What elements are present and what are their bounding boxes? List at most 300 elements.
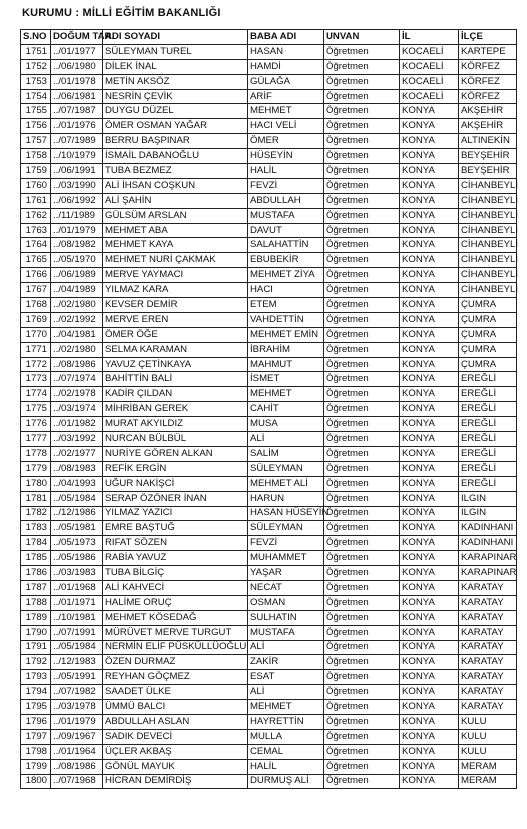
- cell-full-name: GÖNÜL MAYUK: [103, 759, 248, 774]
- cell-title: Öğretmen: [324, 446, 400, 461]
- cell-father-name: İBRAHİM: [248, 342, 324, 357]
- cell-province: KONYA: [400, 387, 459, 402]
- cell-full-name: ÖMER ÖĞE: [103, 327, 248, 342]
- cell-full-name: ALİ İHSAN COŞKUN: [103, 178, 248, 193]
- cell-birth-date: ../06/1981: [51, 89, 103, 104]
- cell-full-name: HALİME ORUÇ: [103, 595, 248, 610]
- cell-full-name: NURCAN BÜLBÜL: [103, 432, 248, 447]
- personnel-table: [20, 29, 517, 789]
- cell-birth-date: ../08/1982: [51, 238, 103, 253]
- cell-province: KONYA: [400, 283, 459, 298]
- cell-father-name: HARUN: [248, 491, 324, 506]
- cell-sno: 1777: [21, 432, 51, 447]
- cell-district: CİHANBEYLİ: [459, 268, 517, 283]
- table-row: [21, 446, 517, 461]
- cell-province: KONYA: [400, 223, 459, 238]
- cell-district: KARATAY: [459, 655, 517, 670]
- cell-district: ÇUMRA: [459, 342, 517, 357]
- cell-birth-date: ../08/1986: [51, 759, 103, 774]
- table-row: [21, 208, 517, 223]
- cell-sno: 1780: [21, 476, 51, 491]
- cell-birth-date: ../03/1974: [51, 402, 103, 417]
- table-row: [21, 104, 517, 119]
- cell-birth-date: ../05/1970: [51, 253, 103, 268]
- table-body: [21, 44, 517, 789]
- cell-sno: 1753: [21, 74, 51, 89]
- cell-district: CİHANBEYLİ: [459, 208, 517, 223]
- cell-full-name: SADIK DEVECİ: [103, 729, 248, 744]
- cell-sno: 1760: [21, 178, 51, 193]
- cell-district: KARATAY: [459, 700, 517, 715]
- cell-full-name: REFİK ERGİN: [103, 461, 248, 476]
- table-row: [21, 164, 517, 179]
- cell-father-name: ARİF: [248, 89, 324, 104]
- cell-title: Öğretmen: [324, 372, 400, 387]
- cell-title: Öğretmen: [324, 566, 400, 581]
- cell-district: ÇUMRA: [459, 327, 517, 342]
- table-row: [21, 566, 517, 581]
- cell-father-name: ABDULLAH: [248, 193, 324, 208]
- cell-sno: 1786: [21, 566, 51, 581]
- cell-birth-date: ../06/1980: [51, 59, 103, 74]
- cell-full-name: ALİ ŞAHİN: [103, 193, 248, 208]
- table-row: [21, 268, 517, 283]
- cell-province: KONYA: [400, 357, 459, 372]
- cell-district: KARATAY: [459, 670, 517, 685]
- cell-father-name: ESAT: [248, 670, 324, 685]
- cell-sno: 1793: [21, 670, 51, 685]
- cell-district: KULU: [459, 714, 517, 729]
- cell-full-name: TUBA BEZMEZ: [103, 164, 248, 179]
- cell-sno: 1762: [21, 208, 51, 223]
- cell-sno: 1775: [21, 402, 51, 417]
- cell-district: KARAPINAR: [459, 566, 517, 581]
- cell-father-name: ALİ: [248, 432, 324, 447]
- cell-father-name: HALİL: [248, 759, 324, 774]
- cell-province: KONYA: [400, 610, 459, 625]
- cell-birth-date: ../03/1983: [51, 566, 103, 581]
- cell-district: EREĞLİ: [459, 432, 517, 447]
- cell-district: KÖRFEZ: [459, 59, 517, 74]
- table-row: [21, 357, 517, 372]
- cell-birth-date: ../01/1982: [51, 417, 103, 432]
- cell-province: KONYA: [400, 759, 459, 774]
- cell-father-name: ZAKİR: [248, 655, 324, 670]
- cell-title: Öğretmen: [324, 759, 400, 774]
- cell-father-name: MAHMUT: [248, 357, 324, 372]
- cell-birth-date: ../07/1987: [51, 104, 103, 119]
- cell-district: CİHANBEYLİ: [459, 238, 517, 253]
- cell-province: KOCAELİ: [400, 74, 459, 89]
- cell-district: KARATAY: [459, 580, 517, 595]
- table-row: [21, 521, 517, 536]
- cell-title: Öğretmen: [324, 744, 400, 759]
- cell-sno: 1772: [21, 357, 51, 372]
- cell-sno: 1767: [21, 283, 51, 298]
- cell-district: EREĞLİ: [459, 402, 517, 417]
- cell-province: KONYA: [400, 655, 459, 670]
- cell-father-name: MUSA: [248, 417, 324, 432]
- table-row: [21, 312, 517, 327]
- cell-father-name: HASAN: [248, 44, 324, 59]
- cell-sno: 1797: [21, 729, 51, 744]
- cell-district: EREĞLİ: [459, 372, 517, 387]
- cell-district: KARATAY: [459, 625, 517, 640]
- cell-district: KADINHANI: [459, 536, 517, 551]
- cell-province: KONYA: [400, 268, 459, 283]
- cell-district: MERAM: [459, 774, 517, 789]
- cell-father-name: SALAHATTİN: [248, 238, 324, 253]
- cell-title: Öğretmen: [324, 238, 400, 253]
- cell-sno: 1763: [21, 223, 51, 238]
- table-row: [21, 238, 517, 253]
- cell-father-name: HACI: [248, 283, 324, 298]
- table-row: [21, 74, 517, 89]
- table-row: [21, 178, 517, 193]
- cell-father-name: SALİM: [248, 446, 324, 461]
- cell-province: KONYA: [400, 327, 459, 342]
- table-row: [21, 402, 517, 417]
- table-row: [21, 432, 517, 447]
- column-header-father-name: BABA ADI: [248, 30, 324, 45]
- cell-father-name: FEVZİ: [248, 178, 324, 193]
- cell-birth-date: ../04/1981: [51, 327, 103, 342]
- cell-father-name: GÜLAĞA: [248, 74, 324, 89]
- cell-father-name: VAHDETTİN: [248, 312, 324, 327]
- cell-province: KONYA: [400, 670, 459, 685]
- cell-full-name: MURAT AKYILDIZ: [103, 417, 248, 432]
- cell-birth-date: ../01/1964: [51, 744, 103, 759]
- cell-full-name: MEHMET KAYA: [103, 238, 248, 253]
- cell-full-name: REYHAN GÖÇMEZ: [103, 670, 248, 685]
- cell-title: Öğretmen: [324, 268, 400, 283]
- cell-father-name: DURMUŞ ALİ: [248, 774, 324, 789]
- cell-title: Öğretmen: [324, 253, 400, 268]
- cell-birth-date: ../02/1992: [51, 312, 103, 327]
- table-row: [21, 774, 517, 789]
- cell-full-name: UĞUR NAKİŞCİ: [103, 476, 248, 491]
- cell-sno: 1783: [21, 521, 51, 536]
- cell-title: Öğretmen: [324, 536, 400, 551]
- table-row: [21, 461, 517, 476]
- cell-title: Öğretmen: [324, 714, 400, 729]
- cell-birth-date: ../01/1976: [51, 119, 103, 134]
- cell-sno: 1788: [21, 595, 51, 610]
- table-row: [21, 655, 517, 670]
- cell-birth-date: ../06/1992: [51, 193, 103, 208]
- cell-sno: 1759: [21, 164, 51, 179]
- cell-father-name: HASAN HÜSEYİN: [248, 506, 324, 521]
- cell-province: KONYA: [400, 134, 459, 149]
- cell-full-name: DİLEK İNAL: [103, 59, 248, 74]
- cell-district: ÇUMRA: [459, 357, 517, 372]
- cell-father-name: MEHMET: [248, 387, 324, 402]
- cell-full-name: KADİR ÇILDAN: [103, 387, 248, 402]
- page-title: KURUMU : MİLLİ EĞİTİM BAKANLIĞI: [22, 7, 221, 19]
- cell-full-name: MİHRİBAN GEREK: [103, 402, 248, 417]
- cell-full-name: YILMAZ YAZICI: [103, 506, 248, 521]
- cell-title: Öğretmen: [324, 655, 400, 670]
- cell-sno: 1755: [21, 104, 51, 119]
- cell-province: KOCAELİ: [400, 89, 459, 104]
- table-row: [21, 476, 517, 491]
- cell-province: KONYA: [400, 506, 459, 521]
- table-row: [21, 714, 517, 729]
- cell-province: KONYA: [400, 461, 459, 476]
- cell-district: EREĞLİ: [459, 461, 517, 476]
- cell-sno: 1754: [21, 89, 51, 104]
- cell-father-name: ALİ: [248, 685, 324, 700]
- cell-title: Öğretmen: [324, 104, 400, 119]
- cell-birth-date: ../04/1993: [51, 476, 103, 491]
- cell-father-name: SULHATIN: [248, 610, 324, 625]
- cell-title: Öğretmen: [324, 625, 400, 640]
- cell-title: Öğretmen: [324, 670, 400, 685]
- table-row: [21, 298, 517, 313]
- cell-birth-date: ../05/1981: [51, 521, 103, 536]
- cell-province: KONYA: [400, 774, 459, 789]
- cell-full-name: YILMAZ KARA: [103, 283, 248, 298]
- cell-province: KONYA: [400, 417, 459, 432]
- table-row: [21, 149, 517, 164]
- cell-birth-date: ../02/1977: [51, 446, 103, 461]
- cell-title: Öğretmen: [324, 506, 400, 521]
- cell-sno: 1794: [21, 685, 51, 700]
- cell-birth-date: ../02/1980: [51, 298, 103, 313]
- cell-father-name: MULLA: [248, 729, 324, 744]
- cell-full-name: MERVE YAYMACI: [103, 268, 248, 283]
- cell-province: KONYA: [400, 402, 459, 417]
- cell-title: Öğretmen: [324, 476, 400, 491]
- cell-title: Öğretmen: [324, 134, 400, 149]
- cell-title: Öğretmen: [324, 700, 400, 715]
- table-row: [21, 89, 517, 104]
- cell-full-name: RIFAT SÖZEN: [103, 536, 248, 551]
- cell-title: Öğretmen: [324, 59, 400, 74]
- table-row: [21, 551, 517, 566]
- cell-full-name: MEHMET NURİ ÇAKMAK: [103, 253, 248, 268]
- cell-title: Öğretmen: [324, 521, 400, 536]
- cell-full-name: SÜLEYMAN TUREL: [103, 44, 248, 59]
- cell-full-name: MEHMET KÖSEDAĞ: [103, 610, 248, 625]
- cell-birth-date: ../09/1967: [51, 729, 103, 744]
- cell-father-name: MEHMET ZİYA: [248, 268, 324, 283]
- cell-sno: 1784: [21, 536, 51, 551]
- cell-district: BEYŞEHİR: [459, 149, 517, 164]
- cell-title: Öğretmen: [324, 74, 400, 89]
- cell-father-name: MEHMET: [248, 104, 324, 119]
- cell-province: KONYA: [400, 432, 459, 447]
- cell-sno: 1799: [21, 759, 51, 774]
- cell-father-name: ETEM: [248, 298, 324, 313]
- cell-province: KOCAELİ: [400, 44, 459, 59]
- cell-title: Öğretmen: [324, 223, 400, 238]
- cell-father-name: OSMAN: [248, 595, 324, 610]
- cell-full-name: YAVUZ ÇETİNKAYA: [103, 357, 248, 372]
- cell-title: Öğretmen: [324, 193, 400, 208]
- cell-birth-date: ../05/1973: [51, 536, 103, 551]
- cell-father-name: HÜSEYİN: [248, 149, 324, 164]
- cell-district: CİHANBEYLİ: [459, 253, 517, 268]
- cell-district: KÖRFEZ: [459, 74, 517, 89]
- cell-full-name: MERVE EREN: [103, 312, 248, 327]
- cell-full-name: ÜMMÜ BALCI: [103, 700, 248, 715]
- cell-sno: 1771: [21, 342, 51, 357]
- cell-birth-date: ../07/1974: [51, 372, 103, 387]
- cell-title: Öğretmen: [324, 119, 400, 134]
- cell-province: KONYA: [400, 372, 459, 387]
- cell-district: KARATAY: [459, 595, 517, 610]
- table-row: [21, 119, 517, 134]
- cell-title: Öğretmen: [324, 178, 400, 193]
- cell-province: KONYA: [400, 640, 459, 655]
- cell-sno: 1787: [21, 580, 51, 595]
- cell-province: KONYA: [400, 312, 459, 327]
- cell-father-name: MUSTAFA: [248, 625, 324, 640]
- cell-birth-date: ../01/1978: [51, 74, 103, 89]
- cell-province: KONYA: [400, 744, 459, 759]
- cell-full-name: BAHİTTİN BALİ: [103, 372, 248, 387]
- cell-father-name: YAŞAR: [248, 566, 324, 581]
- cell-province: KONYA: [400, 253, 459, 268]
- cell-province: KONYA: [400, 446, 459, 461]
- cell-title: Öğretmen: [324, 432, 400, 447]
- cell-province: KONYA: [400, 491, 459, 506]
- cell-birth-date: ../05/1984: [51, 491, 103, 506]
- table-row: [21, 134, 517, 149]
- table-row: [21, 625, 517, 640]
- cell-province: KONYA: [400, 714, 459, 729]
- table-row: [21, 610, 517, 625]
- table-row: [21, 506, 517, 521]
- table-row: [21, 342, 517, 357]
- cell-sno: 1795: [21, 700, 51, 715]
- cell-father-name: CAHİT: [248, 402, 324, 417]
- cell-province: KONYA: [400, 298, 459, 313]
- cell-father-name: DAVUT: [248, 223, 324, 238]
- cell-title: Öğretmen: [324, 89, 400, 104]
- cell-full-name: BERRU BAŞPINAR: [103, 134, 248, 149]
- cell-district: EREĞLİ: [459, 446, 517, 461]
- cell-father-name: NECAT: [248, 580, 324, 595]
- cell-birth-date: ../02/1980: [51, 342, 103, 357]
- cell-full-name: ALİ KAHVECİ: [103, 580, 248, 595]
- cell-sno: 1769: [21, 312, 51, 327]
- cell-birth-date: ../03/1992: [51, 432, 103, 447]
- cell-full-name: DUYGU DÜZEL: [103, 104, 248, 119]
- cell-district: CİHANBEYLİ: [459, 283, 517, 298]
- cell-birth-date: ../02/1978: [51, 387, 103, 402]
- cell-full-name: İSMAİL DABANOĞLU: [103, 149, 248, 164]
- cell-birth-date: ../12/1986: [51, 506, 103, 521]
- cell-district: KULU: [459, 744, 517, 759]
- cell-province: KONYA: [400, 164, 459, 179]
- cell-district: CİHANBEYLİ: [459, 223, 517, 238]
- cell-birth-date: ../01/1977: [51, 44, 103, 59]
- cell-province: KONYA: [400, 595, 459, 610]
- cell-birth-date: ../01/1979: [51, 223, 103, 238]
- table-row: [21, 44, 517, 59]
- cell-full-name: ÖMER OSMAN YAĞAR: [103, 119, 248, 134]
- cell-birth-date: ../12/1983: [51, 655, 103, 670]
- column-header-birth-date: DOĞUM TAR.: [51, 30, 103, 45]
- cell-full-name: TUBA BİLGİÇ: [103, 566, 248, 581]
- cell-district: EREĞLİ: [459, 417, 517, 432]
- cell-province: KONYA: [400, 193, 459, 208]
- cell-title: Öğretmen: [324, 164, 400, 179]
- cell-sno: 1782: [21, 506, 51, 521]
- cell-province: KONYA: [400, 104, 459, 119]
- cell-district: CİHANBEYLİ: [459, 178, 517, 193]
- cell-province: KONYA: [400, 536, 459, 551]
- cell-birth-date: ../04/1989: [51, 283, 103, 298]
- cell-sno: 1798: [21, 744, 51, 759]
- cell-province: KONYA: [400, 551, 459, 566]
- cell-father-name: MEHMET ALİ: [248, 476, 324, 491]
- cell-birth-date: ../05/1984: [51, 640, 103, 655]
- cell-province: KONYA: [400, 149, 459, 164]
- cell-sno: 1752: [21, 59, 51, 74]
- cell-title: Öğretmen: [324, 610, 400, 625]
- cell-district: EREĞLİ: [459, 387, 517, 402]
- table-row: [21, 729, 517, 744]
- cell-full-name: NERMİN ELİF PÜSKÜLLÜOĞLU: [103, 640, 248, 655]
- column-header-province: İL: [400, 30, 459, 45]
- cell-province: KONYA: [400, 178, 459, 193]
- cell-sno: 1766: [21, 268, 51, 283]
- cell-title: Öğretmen: [324, 461, 400, 476]
- cell-birth-date: ../03/1978: [51, 700, 103, 715]
- cell-district: ILGIN: [459, 506, 517, 521]
- cell-district: ÇUMRA: [459, 298, 517, 313]
- cell-district: KARTEPE: [459, 44, 517, 59]
- table-row: [21, 491, 517, 506]
- table-row: [21, 685, 517, 700]
- cell-full-name: MÜRÜVET MERVE TURGUT: [103, 625, 248, 640]
- cell-title: Öğretmen: [324, 729, 400, 744]
- cell-full-name: EMRE BAŞTUĞ: [103, 521, 248, 536]
- table-row: [21, 580, 517, 595]
- table-row: [21, 640, 517, 655]
- cell-title: Öğretmen: [324, 551, 400, 566]
- cell-title: Öğretmen: [324, 298, 400, 313]
- cell-father-name: ALİ: [248, 640, 324, 655]
- cell-province: KONYA: [400, 208, 459, 223]
- cell-father-name: SÜLEYMAN: [248, 461, 324, 476]
- cell-district: AKŞEHİR: [459, 119, 517, 134]
- cell-district: ÇUMRA: [459, 312, 517, 327]
- cell-title: Öğretmen: [324, 312, 400, 327]
- cell-title: Öğretmen: [324, 327, 400, 342]
- cell-sno: 1781: [21, 491, 51, 506]
- cell-sno: 1758: [21, 149, 51, 164]
- cell-title: Öğretmen: [324, 595, 400, 610]
- cell-title: Öğretmen: [324, 580, 400, 595]
- cell-title: Öğretmen: [324, 149, 400, 164]
- cell-sno: 1773: [21, 372, 51, 387]
- cell-birth-date: ../07/1989: [51, 134, 103, 149]
- cell-full-name: NESRİN ÇEVİK: [103, 89, 248, 104]
- table-row: [21, 744, 517, 759]
- cell-title: Öğretmen: [324, 640, 400, 655]
- cell-full-name: SELMA KARAMAN: [103, 342, 248, 357]
- cell-province: KOCAELİ: [400, 59, 459, 74]
- cell-province: KONYA: [400, 685, 459, 700]
- cell-full-name: ÜÇLER AKBAŞ: [103, 744, 248, 759]
- table-row: [21, 417, 517, 432]
- cell-sno: 1778: [21, 446, 51, 461]
- cell-title: Öğretmen: [324, 208, 400, 223]
